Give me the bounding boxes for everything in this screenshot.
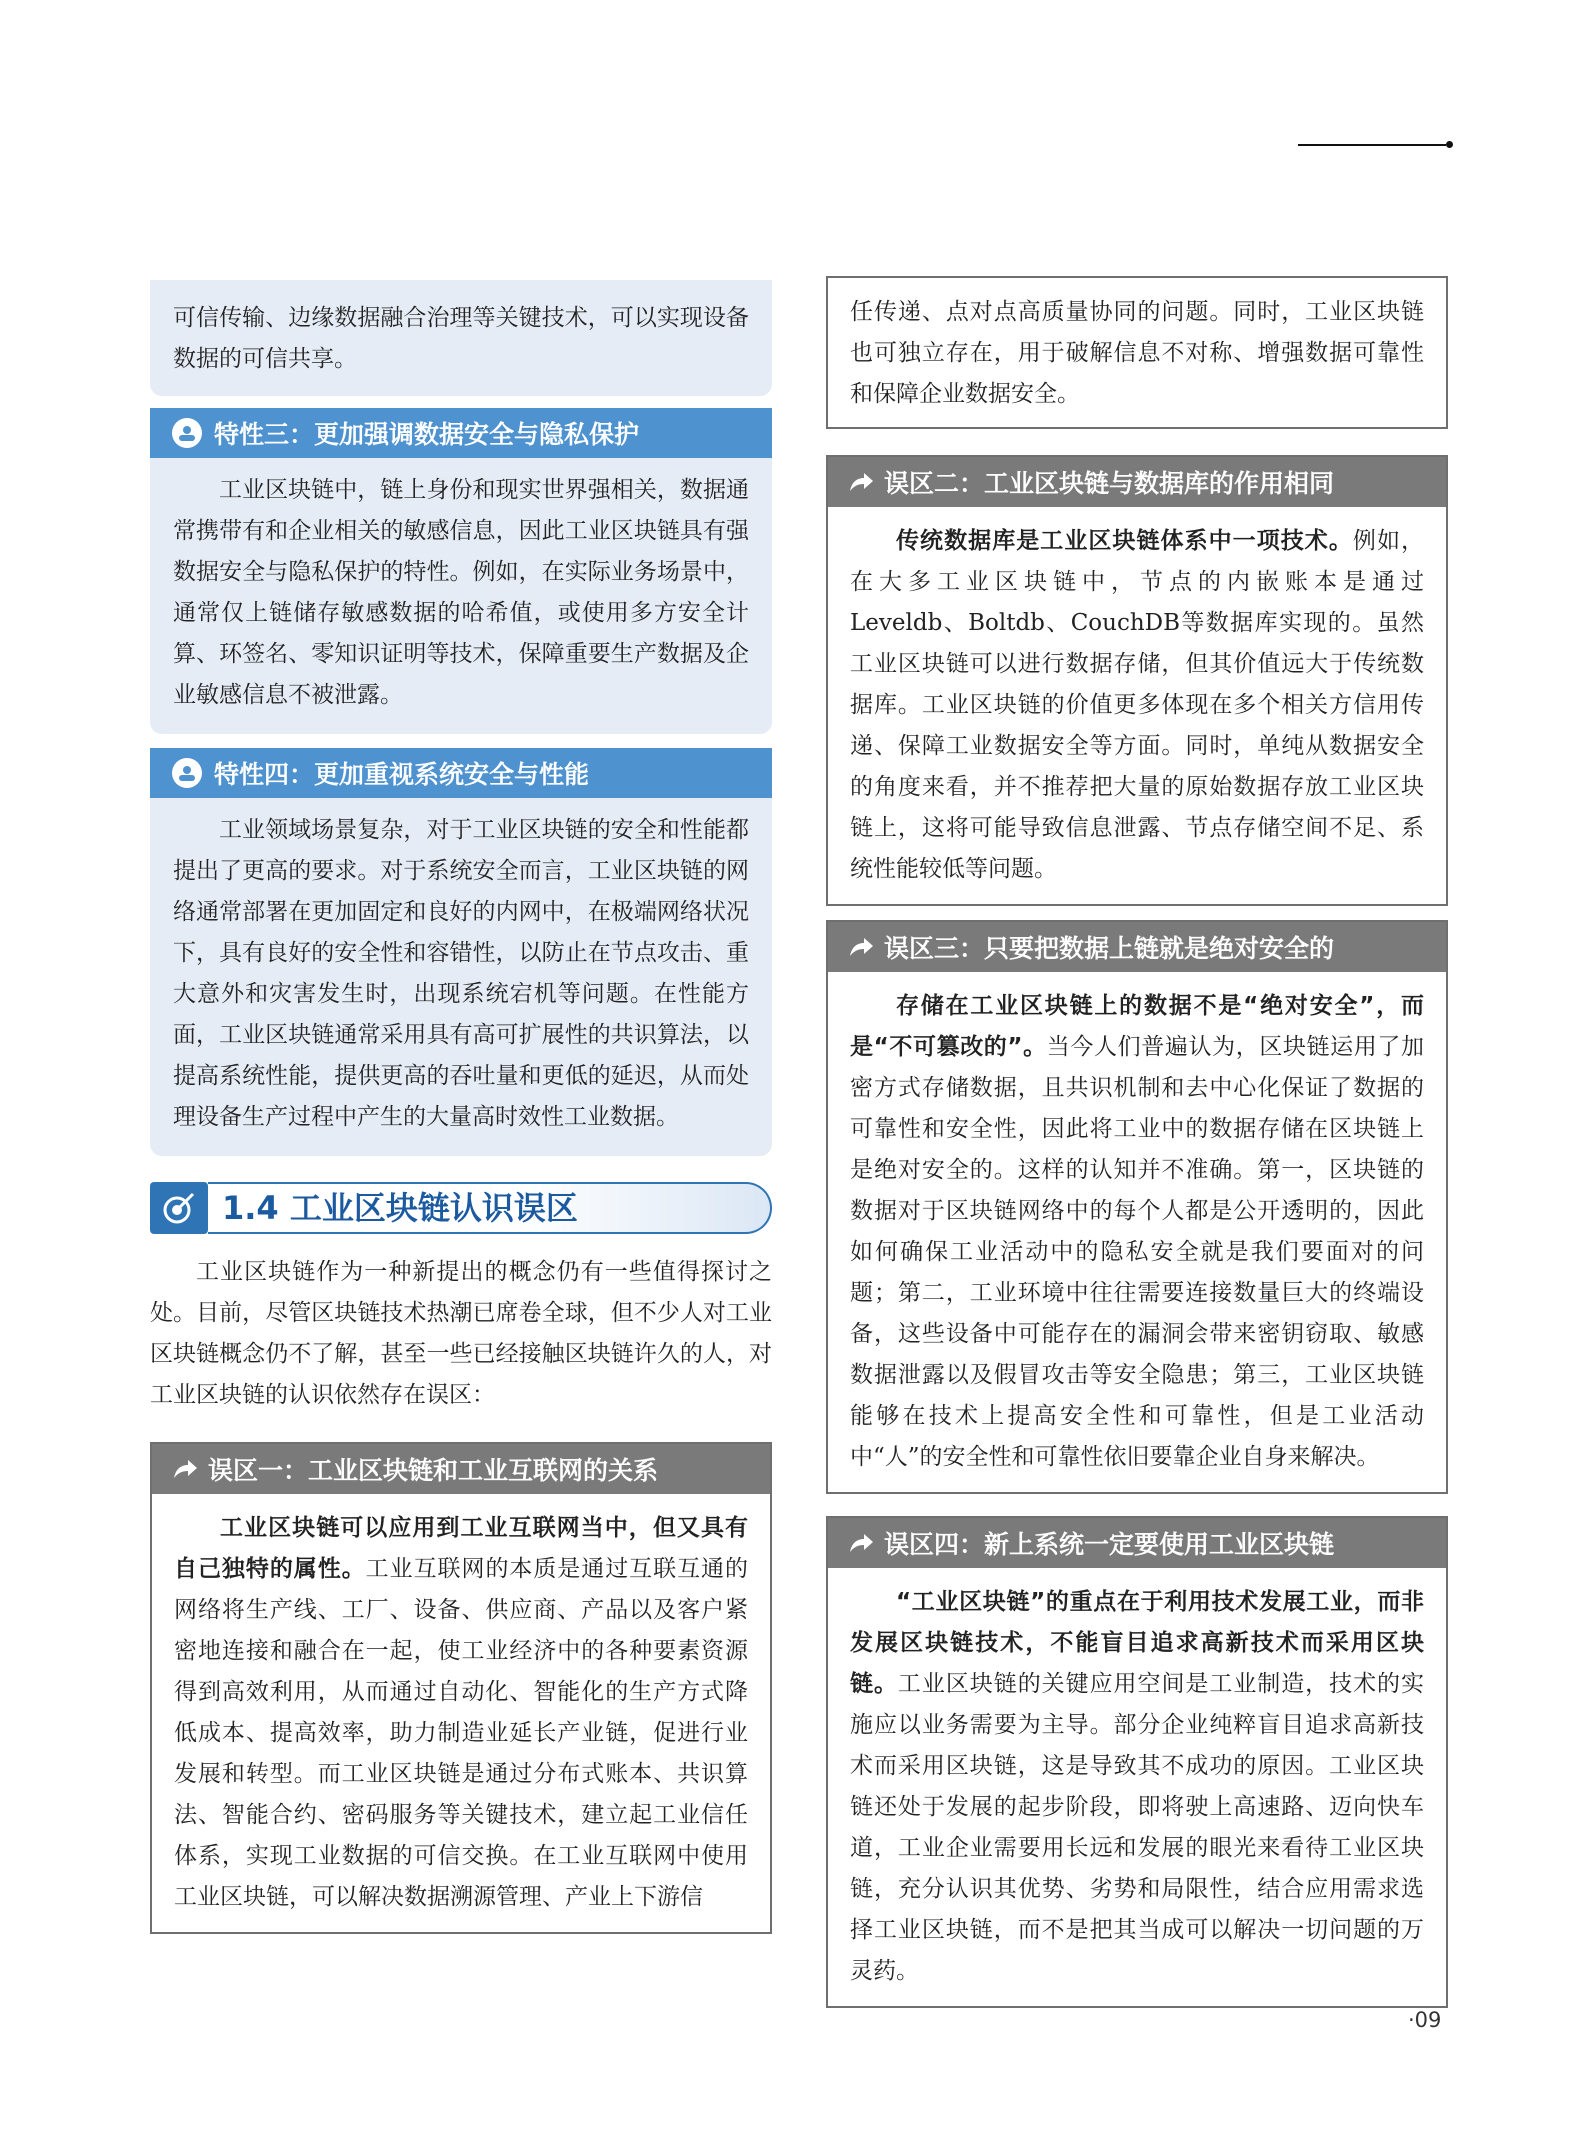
myth2-box [826, 455, 1448, 906]
myth2-body [828, 507, 1446, 904]
feature4-card [150, 748, 772, 1156]
myth3-title: 误区三：只要把数据上链就是绝对安全的 [884, 934, 1335, 963]
header-rule-dot [1446, 141, 1453, 148]
myth4-box [826, 1516, 1448, 2008]
share-arrow-icon [848, 471, 874, 493]
feature4-body [150, 798, 772, 1156]
myth2-header [828, 457, 1446, 507]
myth3-bold: 存储在工业区块链上的数据不是“绝对安全”，而是“不可篡改的”。 [850, 993, 1424, 1060]
myth4-header [828, 1518, 1446, 1568]
feature3-header [150, 408, 772, 458]
myth1-body-text: 工业互联网的本质是通过互联互通的网络将生产线、工厂、设备、供应商、产品以及客户紧密地连接和融合在一起，使工业经济中的各种要素资源得到高效利用，从而通过自动化、智能化的生产方式降低成本、提高效率，助力制造业延长产业链，促进行业发展和转型。而工业区块链是通过分布式账本、共识算法、智能合约、密码服务等关键技术，建立起工业信任体系，实现工业数据的可信交换。在工业互联网中使用工业区块链，可以解决数据溯源管理、产业上下游信 [174, 1556, 749, 1910]
myth4-text [850, 1582, 1424, 1992]
myth4-bold: “工业区块链”的重点在于利用技术发展工业，而非发展区块链技术，不能盲目追求高新技术而采用区块链。 [850, 1589, 1424, 1697]
share-arrow-icon [848, 936, 874, 958]
myth2-title: 误区二：工业区块链与数据库的作用相同 [884, 469, 1335, 498]
feature4-header [150, 748, 772, 798]
myth4-body [828, 1568, 1446, 2006]
feature3-title: 特性三：更加强调数据安全与隐私保护 [214, 420, 640, 449]
myth2-bold: 传统数据库是工业区块链体系中一项技术。 [896, 528, 1353, 554]
intro-text: 工业区块链作为一种新提出的概念仍有一些值得探讨之处。目前，尽管区块链技术热潮已席卷全球，但不少人对工业区块链概念仍不了解，甚至一些已经接触区块链许久的人，对工业区块链的认识依然存在误区： [150, 1259, 772, 1408]
target-icon [150, 1182, 208, 1234]
continuation-right-text: 任传递、点对点高质量协同的问题。同时，工业区块链也可独立存在，用于破解信息不对称、增强数据可靠性和保障企业数据安全。 [850, 299, 1424, 407]
gear-people-icon [172, 418, 202, 448]
myth1-box [150, 1442, 772, 1934]
myth1-bold: 工业区块链可以应用到工业互联网当中，但又具有自己独特的属性。 [174, 1515, 748, 1582]
myth1-header [152, 1444, 770, 1494]
myth2-body-text: 例如，在大多工业区块链中，节点的内嵌账本是通过Leveldb、Boltdb、CouchDB等数据库实现的。虽然工业区块链可以进行数据存储，但其价值远大于传统数据库。工业区块链的价值更多体现在多个相关方信用传递、保障工业数据安全等方面。同时，单纯从数据安全的角度来看，并不推荐把大量的原始数据存放工业区块链上，这将可能导致信息泄露、节点存储空间不足、系统性能较低等问题。 [850, 528, 1425, 882]
feature4-text: 工业领域场景复杂，对于工业区块链的安全和性能都提出了更高的要求。对于系统安全而言，工业区块链的网络通常部署在更加固定和良好的内网中，在极端网络状况下，具有良好的安全性和容错性，以防止在节点攻击、重大意外和灾害发生时，出现系统宕机等问题。在性能方面，工业区块链通常采用具有高可扩展性的共识算法，以提高系统性能，提供更高的吞吐量和更低的延迟，从而处理设备生产过程中产生的大量高时效性工业数据。 [173, 817, 749, 1130]
myth4-body-text: 工业区块链的关键应用空间是工业制造，技术的实施应以业务需要为主导。部分企业纯粹盲目追求高新技术而采用区块链，这是导致其不成功的原因。工业区块链还处于发展的起步阶段，即将驶上高速路、迈向快车道，工业企业需要用长远和发展的眼光来看待工业区块链，充分认识其优势、劣势和局限性，结合应用需求选择工业区块链，而不是把其当成可以解决一切问题的万灵药。 [850, 1671, 1425, 1984]
myth1-body [152, 1494, 770, 1932]
gear-people-icon [172, 758, 202, 788]
section-heading [150, 1182, 772, 1234]
continuation-text: 可信传输、边缘数据融合治理等关键技术，可以实现设备数据的可信共享。 [173, 305, 749, 372]
header-rule [1298, 144, 1446, 146]
intro-block [150, 1252, 772, 1416]
myth3-header [828, 922, 1446, 972]
myth1-text [174, 1508, 748, 1918]
feature4-title: 特性四：更加重视系统安全与性能 [214, 760, 590, 789]
feature2-continuation [150, 280, 772, 396]
myth3-body-text: 当今人们普遍认为，区块链运用了加密方式存储数据，且共识机制和去中心化保证了数据的可靠性和安全性，因此将工业中的数据存储在区块链上是绝对安全的。这样的认知并不准确。第一，区块链的数据对于区块链网络中的每个人都是公开透明的，因此如何确保工业活动中的隐私安全就是我们要面对的问题；第二，工业环境中往往需要连接数量巨大的终端设备，这些设备中可能存在的漏洞会带来密钥窃取、敏感数据泄露以及假冒攻击等安全隐患；第三，工业区块链能够在技术上提高安全性和可靠性，但是工业活动中“人”的安全性和可靠性依旧要靠企业自身来解决。 [850, 1034, 1425, 1470]
myth4-title: 误区四：新上系统一定要使用工业区块链 [884, 1530, 1335, 1559]
myth1-continuation [826, 276, 1448, 429]
myth3-text [850, 986, 1424, 1478]
myth3-body [828, 972, 1446, 1492]
left-column [150, 280, 772, 1934]
myth3-box [826, 920, 1448, 1494]
myth1-title: 误区一：工业区块链和工业互联网的关系 [208, 1456, 659, 1485]
share-arrow-icon [848, 1532, 874, 1554]
section-title: 1.4 工业区块链认识误区 [222, 1189, 578, 1227]
right-column [826, 276, 1448, 2008]
share-arrow-icon [172, 1458, 198, 1480]
feature3-card [150, 408, 772, 734]
feature3-body [150, 458, 772, 734]
page-number: ·09 [1408, 2008, 1442, 2032]
feature3-text: 工业区块链中，链上身份和现实世界强相关，数据通常携带有和企业相关的敏感信息，因此工业区块链具有强数据安全与隐私保护的特性。例如，在实际业务场景中，通常仅上链储存敏感数据的哈希值，或使用多方安全计算、环签名、零知识证明等技术，保障重要生产数据及企业敏感信息不被泄露。 [173, 477, 749, 708]
myth2-text [850, 521, 1424, 890]
